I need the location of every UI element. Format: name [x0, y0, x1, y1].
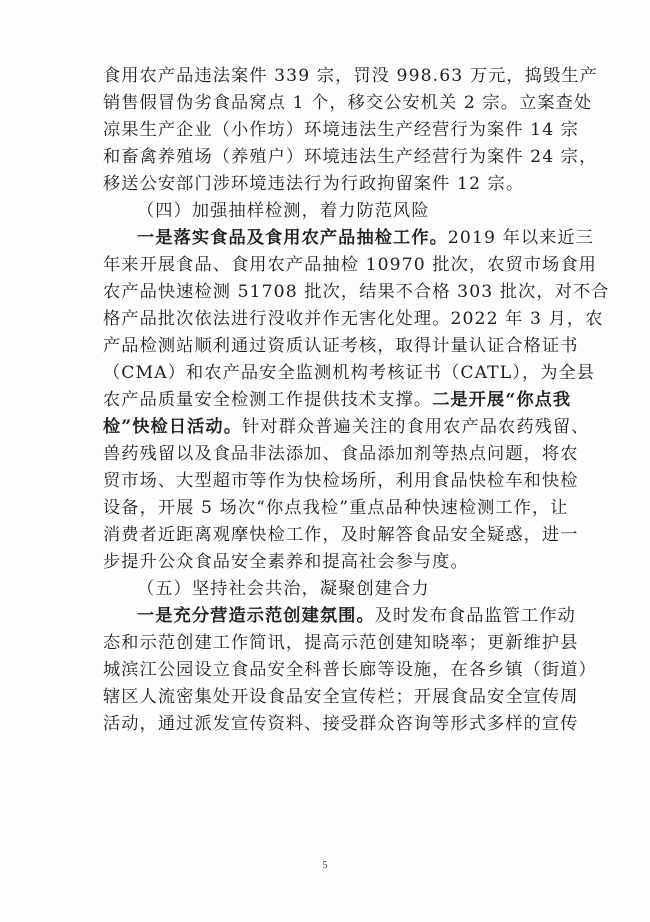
- text-line: 设备，开展 5 场次“你点我检”重点品种快速检测工作，让: [103, 498, 569, 518]
- lead-phrase: 检”快检日活动。: [103, 417, 242, 437]
- text-line: （CMA）和农产品安全监测机构考核证书（CATL），为全县: [103, 363, 596, 383]
- text-line: 消费者近距离观摩快检工作，及时解答食品安全疑惑，进一: [103, 525, 579, 545]
- document-body: [103, 63, 610, 738]
- lead-phrase: 一是充分营造示范创建氛围。: [137, 606, 375, 626]
- text-line: 贸市场、大型超市等作为快检场所，利用食品快检车和快检: [103, 471, 579, 491]
- text-line: 凉果生产企业（小作坊）环境违法生产经营行为案件 14 宗: [103, 120, 580, 140]
- paragraph-first-line: [103, 603, 576, 630]
- text-line: 销售假冒伪劣食品窝点 1 个，移交公安机关 2 宗。立案查处: [103, 93, 593, 113]
- text-line: 格产品批次依法进行没收并作无害化处理。2022 年 3 月，农: [103, 309, 604, 329]
- text-line: [103, 414, 590, 441]
- text-line: 城滨江公园设立食品安全科普长廊等设施，在各乡镇（街道）: [103, 660, 597, 680]
- text-line: 兽药残留以及食品非法添加、食品添加剂等热点问题，将农: [103, 444, 579, 464]
- text-line: 食用农产品违法案件 339 宗，罚没 998.63 万元，捣毁生产: [103, 66, 598, 86]
- section-heading-5: （五）坚持社会共治，凝聚创建合力: [137, 579, 430, 599]
- text-line: 辖区人流密集处开设食品安全宣传栏；开展食品安全宣传周: [103, 687, 579, 707]
- text-line: 和畜禽养殖场（养殖户）环境违法生产经营行为案件 24 宗，: [103, 147, 598, 167]
- text-line: [103, 387, 573, 414]
- text-line: 步提升公众食品安全素养和提高社会参与度。: [103, 552, 469, 572]
- text-line: 农产品快速检测 51708 批次，结果不合格 303 批次，对不合: [103, 282, 610, 302]
- lead-phrase: 一是落实食品及食用农产品抽检工作。: [137, 228, 448, 248]
- text-run: 针对群众普遍关注的食用农产品农药残留、: [242, 417, 590, 437]
- text-run: 及时发布食品监管工作动: [374, 606, 576, 626]
- text-line: 产品检测站顺利通过资质认证考核，取得计量认证合格证书: [103, 336, 579, 356]
- paragraph-first-line: [103, 225, 595, 252]
- page-number: 5: [322, 860, 328, 871]
- lead-phrase: 二是开展“你点我: [432, 390, 572, 410]
- text-line: 年来开展食品、食用农产品抽检 10970 批次，农贸市场食用: [103, 255, 597, 275]
- text-line: 活动，通过派发宣传资料、接受群众咨询等形式多样的宣传: [103, 714, 579, 734]
- text-run: 2019 年以来近三: [447, 228, 595, 248]
- text-line: 移送公安部门涉环境违法行为行政拘留案件 12 宗。: [103, 174, 525, 194]
- text-line: 态和示范创建工作简讯，提高示范创建知晓率；更新维护县: [103, 633, 579, 653]
- text-run: 农产品质量安全检测工作提供技术支撑。: [103, 390, 433, 410]
- section-heading-4: （四）加强抽样检测，着力防范风险: [137, 201, 430, 221]
